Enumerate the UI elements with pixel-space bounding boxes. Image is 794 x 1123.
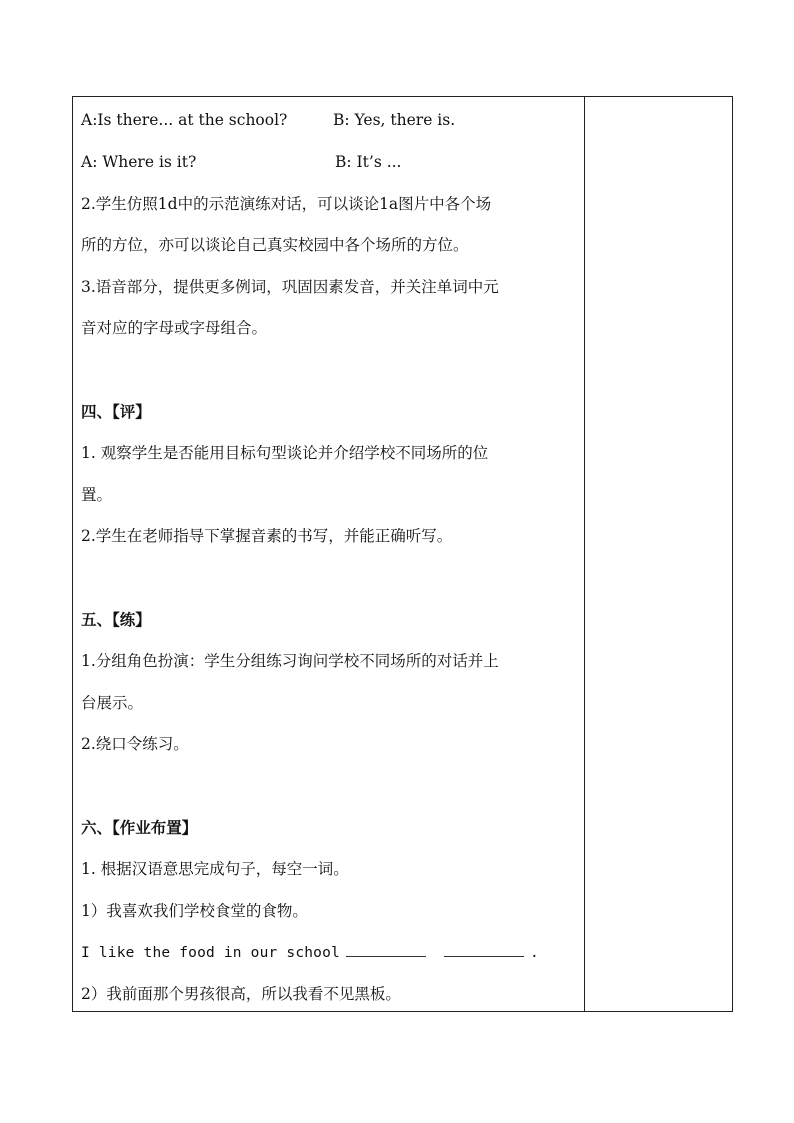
- body-line: 2.学生仿照1d中的示范演练对话，可以谈论1a图片中各个场: [81, 195, 492, 213]
- body-line: 1）我喜欢我们学校食堂的食物。: [81, 902, 308, 920]
- sentence-period: .: [529, 945, 539, 961]
- sentence-text: I like the food in our school: [81, 945, 340, 961]
- body-line: 台展示。: [81, 694, 144, 712]
- body-line: 1.分组角色扮演：学生分组练习询问学校不同场所的对话并上: [81, 652, 499, 670]
- dialogue-b: B: Yes, there is.: [333, 111, 456, 129]
- lesson-plan-table: [72, 96, 733, 1012]
- section-heading-evaluate: 四、【评】: [81, 402, 151, 421]
- body-line: 所的方位，亦可以谈论自己真实校园中各个场所的方位。: [81, 236, 469, 254]
- answer-blank[interactable]: [346, 942, 426, 957]
- dialogue-b: B: It’s ...: [335, 153, 402, 171]
- dialogue-a: A:Is there... at the school?: [81, 111, 288, 129]
- body-line: 音对应的字母或字母组合。: [81, 319, 268, 337]
- dialogue-a: A: Where is it?: [81, 153, 197, 171]
- answer-blank[interactable]: [444, 942, 524, 957]
- body-line: 1. 根据汉语意思完成句子，每空一词。: [81, 860, 349, 878]
- body-line: 置。: [81, 486, 113, 504]
- dialogue-line-1: [81, 110, 456, 130]
- fill-blank-sentence: [81, 942, 539, 963]
- body-line: 1. 观察学生是否能用目标句型谈论并介绍学校不同场所的位: [81, 444, 489, 462]
- body-line: 2.学生在老师指导下掌握音素的书写，并能正确听写。: [81, 527, 453, 545]
- notes-cell: [585, 97, 732, 1011]
- dialogue-line-2: [81, 152, 402, 172]
- section-heading-homework: 六、【作业布置】: [81, 818, 198, 837]
- body-line: 3.语音部分，提供更多例词，巩固因素发音，并关注单词中元: [81, 278, 499, 296]
- section-heading-practice: 五、【练】: [81, 610, 151, 629]
- body-line: 2.绕口令练习。: [81, 735, 189, 753]
- body-line: 2）我前面那个男孩很高，所以我看不见黑板。: [81, 985, 401, 1003]
